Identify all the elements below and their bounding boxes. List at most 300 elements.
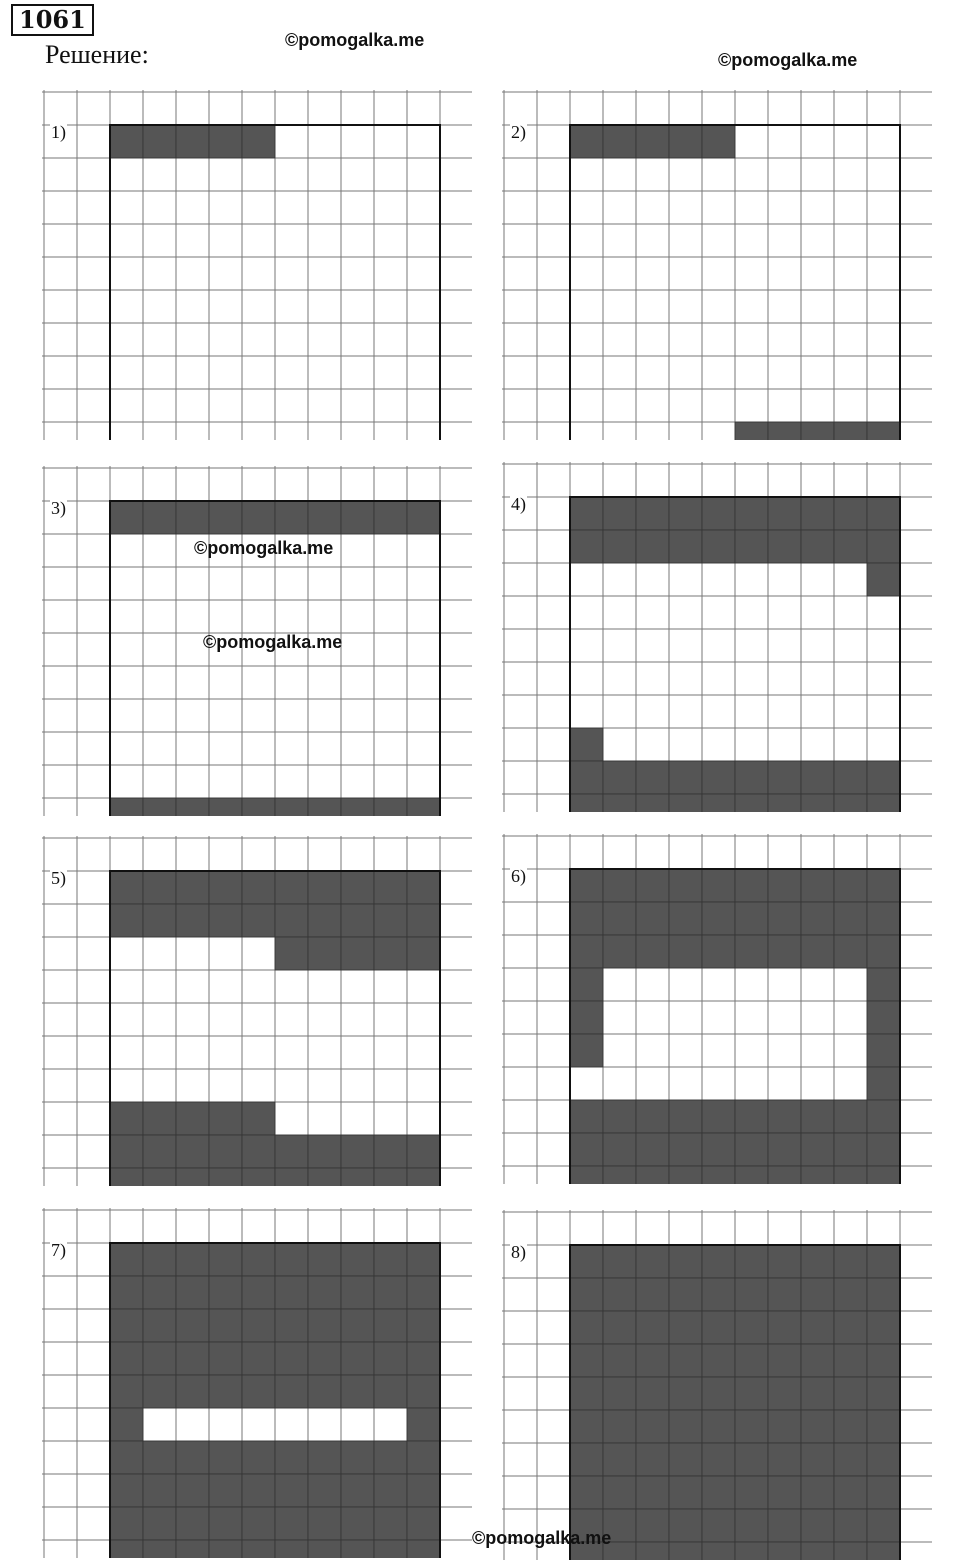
shaded-cell	[669, 935, 702, 968]
shaded-cell	[867, 497, 900, 530]
shaded-cell	[275, 798, 308, 816]
shaded-cell	[636, 1311, 669, 1344]
shaded-cell	[341, 1474, 374, 1507]
shaded-cell	[143, 1135, 176, 1168]
shaded-cell	[407, 1375, 440, 1408]
shaded-cell	[308, 1441, 341, 1474]
shaded-cell	[834, 794, 867, 812]
grid-panel-7	[42, 1208, 472, 1558]
shaded-cell	[801, 1133, 834, 1166]
shaded-cell	[603, 1344, 636, 1377]
shaded-cell	[110, 1375, 143, 1408]
grid-figure	[502, 834, 932, 1184]
shaded-cell	[110, 1342, 143, 1375]
shaded-cell	[242, 798, 275, 816]
shaded-cell	[735, 794, 768, 812]
shaded-cell	[110, 1168, 143, 1186]
shaded-cell	[867, 1377, 900, 1410]
shaded-cell	[308, 1243, 341, 1276]
shaded-cell	[176, 1540, 209, 1558]
shaded-cell	[867, 1410, 900, 1443]
shaded-cell	[867, 1034, 900, 1067]
watermark: ©pomogalka.me	[718, 50, 858, 70]
shaded-cell	[735, 497, 768, 530]
shaded-cell	[636, 1476, 669, 1509]
shaded-cell	[308, 871, 341, 904]
shaded-cell	[374, 1135, 407, 1168]
shaded-cell	[702, 1377, 735, 1410]
shaded-cell	[702, 869, 735, 902]
shaded-cell	[570, 125, 603, 158]
panel-label: 3)	[51, 498, 66, 518]
shaded-cell	[407, 1441, 440, 1474]
shaded-cell	[867, 1001, 900, 1034]
shaded-cell	[669, 497, 702, 530]
shaded-cell	[603, 1410, 636, 1443]
shaded-cell	[341, 937, 374, 970]
shaded-cell	[735, 1311, 768, 1344]
shaded-cell	[702, 1410, 735, 1443]
shaded-cell	[669, 1166, 702, 1184]
shaded-cell	[834, 902, 867, 935]
shaded-cell	[209, 1474, 242, 1507]
shaded-cell	[308, 1309, 341, 1342]
shaded-cell	[341, 904, 374, 937]
shaded-cell	[867, 1344, 900, 1377]
shaded-cell	[176, 904, 209, 937]
shaded-cell	[143, 1474, 176, 1507]
shaded-cell	[768, 497, 801, 530]
shaded-cell	[242, 1342, 275, 1375]
shaded-cell	[702, 902, 735, 935]
shaded-cell	[768, 1245, 801, 1278]
shaded-cell	[603, 935, 636, 968]
shaded-cell	[275, 1540, 308, 1558]
shaded-cell	[242, 1309, 275, 1342]
shaded-cell	[407, 1507, 440, 1540]
shaded-cell	[110, 1243, 143, 1276]
shaded-cell	[702, 1245, 735, 1278]
shaded-cell	[176, 501, 209, 534]
shaded-cell	[570, 497, 603, 530]
shaded-cell	[867, 902, 900, 935]
shaded-cell	[176, 1168, 209, 1186]
shaded-cell	[176, 1375, 209, 1408]
shaded-cell	[341, 1276, 374, 1309]
shaded-cell	[768, 1377, 801, 1410]
shaded-cell	[801, 1509, 834, 1542]
shaded-cell	[636, 794, 669, 812]
shaded-cell	[834, 1278, 867, 1311]
panel-label: 1)	[51, 122, 66, 142]
shaded-cell	[669, 794, 702, 812]
shaded-cell	[570, 1166, 603, 1184]
shaded-cell	[374, 937, 407, 970]
shaded-cell	[308, 798, 341, 816]
shaded-cell	[570, 1311, 603, 1344]
shaded-cell	[735, 1100, 768, 1133]
shaded-cell	[570, 869, 603, 902]
shaded-cell	[176, 125, 209, 158]
shaded-cell	[603, 794, 636, 812]
shaded-cell	[275, 1474, 308, 1507]
shaded-cell	[407, 501, 440, 534]
shaded-cell	[407, 1474, 440, 1507]
shaded-cell	[570, 968, 603, 1001]
shaded-cell	[110, 904, 143, 937]
grid-panel-5	[42, 836, 472, 1186]
shaded-cell	[867, 563, 900, 596]
shaded-cell	[801, 1410, 834, 1443]
shaded-cell	[275, 1135, 308, 1168]
shaded-cell	[801, 935, 834, 968]
shaded-cell	[834, 1166, 867, 1184]
shaded-cell	[110, 501, 143, 534]
shaded-cell	[801, 1542, 834, 1560]
shaded-cell	[407, 1540, 440, 1558]
shaded-cell	[801, 902, 834, 935]
shaded-cell	[801, 1443, 834, 1476]
shaded-cell	[867, 1245, 900, 1278]
shaded-cell	[275, 937, 308, 970]
shaded-cell	[669, 1542, 702, 1560]
shaded-cell	[669, 530, 702, 563]
shaded-cell	[834, 1377, 867, 1410]
shaded-cell	[702, 1344, 735, 1377]
shaded-cell	[735, 1443, 768, 1476]
shaded-cell	[801, 1476, 834, 1509]
shaded-cell	[341, 1168, 374, 1186]
shaded-cell	[209, 1540, 242, 1558]
shaded-cell	[801, 794, 834, 812]
shaded-cell	[570, 794, 603, 812]
watermark: ©pomogalka.me	[472, 1528, 612, 1548]
shaded-cell	[308, 1540, 341, 1558]
shaded-cell	[669, 1311, 702, 1344]
shaded-cell	[570, 1377, 603, 1410]
shaded-cell	[702, 497, 735, 530]
shaded-cell	[209, 125, 242, 158]
shaded-cell	[308, 904, 341, 937]
shaded-cell	[407, 1342, 440, 1375]
shaded-cell	[834, 869, 867, 902]
shaded-cell	[735, 1377, 768, 1410]
shaded-cell	[110, 1102, 143, 1135]
shaded-cell	[341, 1243, 374, 1276]
shaded-cell	[242, 1441, 275, 1474]
shaded-cell	[735, 935, 768, 968]
shaded-cell	[867, 1278, 900, 1311]
shaded-cell	[801, 1166, 834, 1184]
shaded-cell	[603, 497, 636, 530]
shaded-cell	[143, 1375, 176, 1408]
shaded-cell	[702, 1100, 735, 1133]
shaded-cell	[570, 1034, 603, 1067]
shaded-cell	[768, 422, 801, 440]
shaded-cell	[867, 422, 900, 440]
shaded-cell	[636, 530, 669, 563]
shaded-cell	[603, 1133, 636, 1166]
shaded-cell	[308, 1135, 341, 1168]
shaded-cell	[867, 1311, 900, 1344]
shaded-cell	[407, 1243, 440, 1276]
shaded-cell	[735, 1245, 768, 1278]
shaded-cell	[110, 1441, 143, 1474]
shaded-cell	[834, 1100, 867, 1133]
shaded-cell	[636, 1278, 669, 1311]
shaded-cell	[143, 1309, 176, 1342]
shaded-cell	[603, 1278, 636, 1311]
shaded-cell	[570, 530, 603, 563]
panel-label: 2)	[511, 122, 526, 142]
shaded-cell	[143, 1507, 176, 1540]
shaded-cell	[801, 1311, 834, 1344]
shaded-cell	[176, 1474, 209, 1507]
shaded-cell	[275, 1309, 308, 1342]
shaded-cell	[341, 1507, 374, 1540]
shaded-cell	[570, 902, 603, 935]
shaded-cell	[374, 1243, 407, 1276]
shaded-cell	[603, 530, 636, 563]
shaded-cell	[570, 761, 603, 794]
shaded-cell	[176, 1135, 209, 1168]
shaded-cell	[735, 1344, 768, 1377]
shaded-cell	[143, 501, 176, 534]
shaded-cell	[768, 1278, 801, 1311]
shaded-cell	[275, 1243, 308, 1276]
shaded-cell	[242, 1375, 275, 1408]
shaded-cell	[374, 798, 407, 816]
shaded-cell	[867, 1067, 900, 1100]
shaded-cell	[867, 869, 900, 902]
shaded-cell	[275, 1507, 308, 1540]
shaded-cell	[374, 1474, 407, 1507]
shaded-cell	[407, 904, 440, 937]
shaded-cell	[735, 1278, 768, 1311]
shaded-cell	[702, 1166, 735, 1184]
shaded-cell	[768, 1542, 801, 1560]
shaded-cell	[275, 1441, 308, 1474]
shaded-cell	[735, 902, 768, 935]
shaded-cell	[636, 497, 669, 530]
shaded-cell	[570, 1245, 603, 1278]
shaded-cell	[407, 937, 440, 970]
shaded-cell	[374, 1540, 407, 1558]
shaded-cell	[603, 869, 636, 902]
shaded-cell	[143, 1243, 176, 1276]
shaded-cell	[867, 794, 900, 812]
shaded-cell	[374, 871, 407, 904]
shaded-cell	[735, 1133, 768, 1166]
shaded-cell	[176, 1507, 209, 1540]
shaded-cell	[341, 1441, 374, 1474]
shaded-cell	[110, 125, 143, 158]
shaded-cell	[570, 1476, 603, 1509]
shaded-cell	[735, 530, 768, 563]
shaded-cell	[374, 501, 407, 534]
shaded-cell	[768, 1166, 801, 1184]
shaded-cell	[834, 1344, 867, 1377]
shaded-cell	[143, 904, 176, 937]
shaded-cell	[702, 1311, 735, 1344]
shaded-cell	[768, 1100, 801, 1133]
shaded-cell	[341, 1540, 374, 1558]
shaded-cell	[702, 1542, 735, 1560]
shaded-cell	[407, 1408, 440, 1441]
shaded-cell	[867, 1100, 900, 1133]
shaded-cell	[735, 1166, 768, 1184]
shaded-cell	[275, 1375, 308, 1408]
shaded-cell	[209, 1135, 242, 1168]
grid-figure	[502, 1210, 932, 1560]
shaded-cell	[143, 1276, 176, 1309]
shaded-cell	[341, 1135, 374, 1168]
shaded-cell	[242, 1540, 275, 1558]
shaded-cell	[110, 1135, 143, 1168]
shaded-cell	[242, 904, 275, 937]
shaded-cell	[669, 1509, 702, 1542]
grid-panel-4	[502, 462, 932, 812]
shaded-cell	[407, 1135, 440, 1168]
shaded-cell	[110, 798, 143, 816]
shaded-cell	[834, 1476, 867, 1509]
shaded-cell	[603, 902, 636, 935]
shaded-cell	[636, 902, 669, 935]
shaded-cell	[407, 871, 440, 904]
shaded-cell	[669, 1410, 702, 1443]
shaded-cell	[176, 871, 209, 904]
shaded-cell	[407, 798, 440, 816]
shaded-cell	[669, 902, 702, 935]
shaded-cell	[768, 1443, 801, 1476]
shaded-cell	[603, 1476, 636, 1509]
shaded-cell	[110, 1540, 143, 1558]
shaded-cell	[735, 422, 768, 440]
shaded-cell	[308, 501, 341, 534]
shaded-cell	[275, 904, 308, 937]
shaded-cell	[702, 761, 735, 794]
shaded-cell	[143, 125, 176, 158]
shaded-cell	[242, 1474, 275, 1507]
shaded-cell	[834, 1443, 867, 1476]
shaded-cell	[768, 1509, 801, 1542]
shaded-cell	[570, 1344, 603, 1377]
shaded-cell	[867, 935, 900, 968]
shaded-cell	[570, 1100, 603, 1133]
shaded-cell	[702, 1509, 735, 1542]
shaded-cell	[110, 1408, 143, 1441]
shaded-cell	[834, 1509, 867, 1542]
shaded-cell	[834, 422, 867, 440]
shaded-cell	[341, 501, 374, 534]
shaded-cell	[570, 1133, 603, 1166]
shaded-cell	[702, 1133, 735, 1166]
shaded-cell	[735, 1509, 768, 1542]
shaded-cell	[669, 1278, 702, 1311]
shaded-cell	[669, 1100, 702, 1133]
shaded-cell	[768, 1133, 801, 1166]
panel-label: 6)	[511, 866, 526, 886]
shaded-cell	[735, 1410, 768, 1443]
shaded-cell	[209, 1276, 242, 1309]
shaded-cell	[867, 1542, 900, 1560]
shaded-cell	[801, 1377, 834, 1410]
shaded-cell	[275, 871, 308, 904]
shaded-cell	[570, 1278, 603, 1311]
shaded-cell	[176, 1441, 209, 1474]
shaded-cell	[242, 125, 275, 158]
shaded-cell	[374, 1276, 407, 1309]
shaded-cell	[834, 1311, 867, 1344]
shaded-cell	[407, 1309, 440, 1342]
shaded-cell	[867, 1133, 900, 1166]
shaded-cell	[735, 1542, 768, 1560]
grid-panel-6	[502, 834, 932, 1184]
shaded-cell	[275, 1276, 308, 1309]
shaded-cell	[176, 798, 209, 816]
shaded-cell	[176, 1102, 209, 1135]
shaded-cell	[768, 1476, 801, 1509]
shaded-cell	[209, 798, 242, 816]
shaded-cell	[341, 1342, 374, 1375]
shaded-cell	[801, 869, 834, 902]
shaded-cell	[242, 1135, 275, 1168]
shaded-cell	[669, 1133, 702, 1166]
shaded-cell	[242, 1507, 275, 1540]
shaded-cell	[341, 871, 374, 904]
shaded-cell	[636, 935, 669, 968]
grid-figure	[42, 836, 472, 1186]
shaded-cell	[636, 1443, 669, 1476]
grid-panel-2	[502, 90, 932, 440]
shaded-cell	[603, 761, 636, 794]
shaded-cell	[209, 1441, 242, 1474]
watermark: ©pomogalka.me	[194, 538, 334, 558]
shaded-cell	[242, 871, 275, 904]
watermark: ©pomogalka.me	[285, 30, 425, 50]
shaded-cell	[242, 501, 275, 534]
shaded-cell	[768, 935, 801, 968]
shaded-cell	[834, 935, 867, 968]
shaded-cell	[603, 1443, 636, 1476]
shaded-cell	[702, 125, 735, 158]
panel-label: 8)	[511, 1242, 526, 1262]
shaded-cell	[308, 937, 341, 970]
shaded-cell	[801, 1344, 834, 1377]
shaded-cell	[209, 1102, 242, 1135]
shaded-cell	[636, 1166, 669, 1184]
shaded-cell	[374, 1441, 407, 1474]
shaded-cell	[735, 869, 768, 902]
shaded-cell	[242, 1168, 275, 1186]
shaded-cell	[308, 1342, 341, 1375]
shaded-cell	[143, 1342, 176, 1375]
shaded-cell	[768, 869, 801, 902]
shaded-cell	[636, 1344, 669, 1377]
shaded-cell	[867, 1166, 900, 1184]
shaded-cell	[176, 1309, 209, 1342]
shaded-cell	[801, 1100, 834, 1133]
grid-figure	[42, 1208, 472, 1558]
shaded-cell	[209, 1309, 242, 1342]
shaded-cell	[669, 1377, 702, 1410]
shaded-cell	[636, 1133, 669, 1166]
shaded-cell	[867, 1509, 900, 1542]
shaded-cell	[801, 497, 834, 530]
shaded-cell	[636, 1245, 669, 1278]
shaded-cell	[702, 1443, 735, 1476]
grid-figure	[502, 462, 932, 812]
